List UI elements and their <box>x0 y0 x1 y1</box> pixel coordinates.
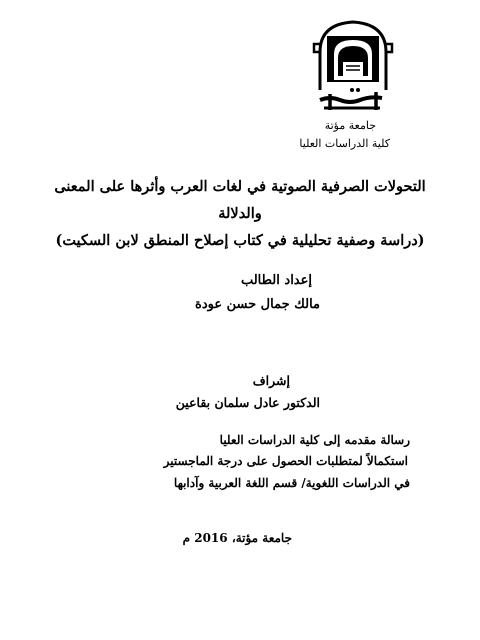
submission-line-2: استكمالاً لمتطلبات الحصول على درجة الماجستير <box>163 454 408 468</box>
thesis-title-line-1: التحولات الصرفية الصوتية في لغات العرب وأثرها على المعنى <box>54 178 426 195</box>
supervisor-name: الدكتور عادل سلمان بقاعين <box>175 395 320 410</box>
prepared-by-label: إعداد الطالب <box>240 273 312 288</box>
student-name: مالك جمال حسن عودة <box>195 297 320 312</box>
submission-line-3: في الدراسات اللغوية/ قسم اللغة العربية وآدابها <box>173 476 410 490</box>
submission-line-1: رسالة مقدمه إلى كلية الدراسات العليا <box>219 433 410 447</box>
thesis-title-line-2: والدلالة <box>218 205 262 222</box>
university-logo <box>310 18 396 118</box>
supervision-label: إشراف <box>252 373 290 388</box>
university-name: جامعة مؤتة <box>324 119 376 132</box>
thesis-subtitle: (دراسة وصفية تحليلية في كتاب إصلاح المنطق لابن السكيت) <box>55 232 425 249</box>
faculty-name: كلية الدراسات العليا <box>299 137 390 150</box>
place-and-date: جامعة مؤتة، 2016 م <box>182 531 292 545</box>
